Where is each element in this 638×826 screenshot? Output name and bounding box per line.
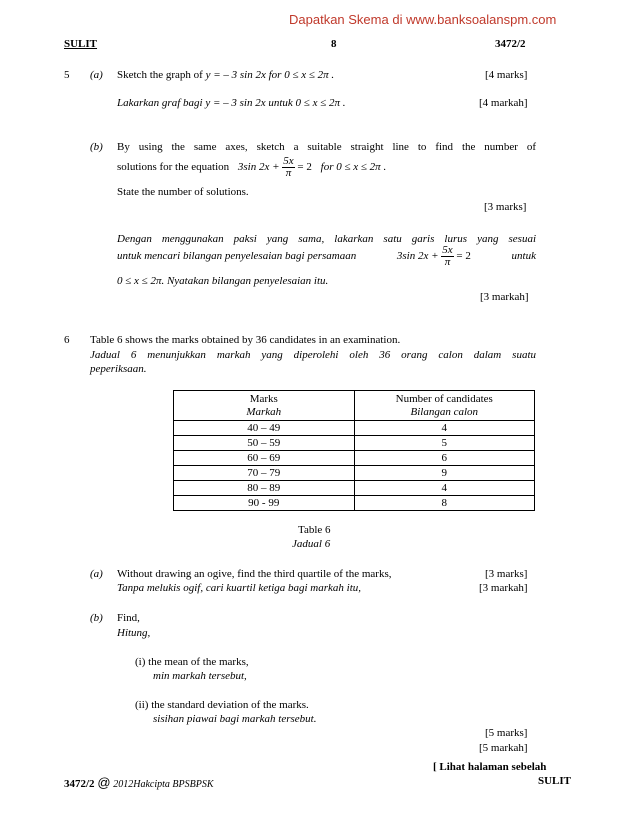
footer-code: 3472/2 — [64, 778, 95, 790]
q6b-ii-ms: sisihan piawai bagi markah tersebut. — [153, 713, 317, 725]
q5b-marks-ms: [3 markah] — [480, 291, 529, 303]
q5a-expression-ms: y = – 3 sin 2x untuk 0 ≤ x ≤ 2π . — [205, 97, 346, 109]
q5b-line2-prefix-ms: untuk mencari bilangan penyelesaian bagi persamaan — [117, 250, 357, 262]
q5a-prefix-ms: Lakarkan graf bagi — [117, 97, 203, 109]
q6a-marks-en: [3 marks] — [485, 568, 528, 580]
cell-marks: 40 – 49 — [174, 421, 355, 436]
cell-count: 9 — [354, 466, 535, 481]
q5b-eq-right: = 2 — [297, 161, 312, 174]
table-caption-ms: Jadual 6 — [292, 538, 331, 550]
footer-at: @ — [97, 775, 111, 790]
q6a-marks-ms: [3 markah] — [479, 582, 528, 594]
table-row — [174, 451, 535, 466]
q5b-line2-ms — [117, 245, 536, 268]
q5b-domain: for 0 ≤ x ≤ 2π . — [320, 161, 387, 174]
header-candidates-ms: Bilangan calon — [410, 405, 479, 418]
table-row — [174, 496, 535, 511]
table-row — [174, 436, 535, 451]
q5-number: 5 — [64, 69, 70, 81]
q6a-label: (a) — [90, 568, 103, 580]
table-caption-en: Table 6 — [298, 524, 331, 536]
q5b-line2-prefix: solutions for the equation — [117, 161, 230, 174]
q5b-eq-left: 3sin 2x + — [237, 161, 280, 174]
q6a-text-ms: Tanpa melukis ogif, cari kuartil ketiga bagi markah itu, — [117, 582, 362, 594]
footer-sulit: SULIT — [538, 775, 572, 787]
next-page-note: [ Lihat halaman sebelah — [433, 761, 547, 773]
q5b-frac-num: 5x — [283, 155, 294, 167]
q5a-text-ms — [117, 97, 346, 109]
q5b-fraction — [282, 156, 294, 179]
q5a-marks-en: [4 marks] — [485, 69, 528, 81]
q5b-ms-fraction — [441, 245, 453, 268]
header-marks-en: Marks — [249, 392, 278, 405]
q5b-line3-ms: 0 ≤ x ≤ 2π. Nyatakan bilangan penyelesaian itu. — [117, 275, 329, 287]
q6b-marks-en: [5 marks] — [485, 727, 528, 739]
q5a-text-en — [117, 69, 334, 81]
q6b-label: (b) — [90, 612, 103, 624]
cell-count: 8 — [354, 496, 535, 511]
cell-marks: 80 – 89 — [174, 481, 355, 496]
q6-intro-en: Table 6 shows the marks obtained by 36 candidates in an examination. — [90, 334, 401, 346]
table-header-marks — [174, 391, 355, 421]
q5b-ms-eq-left: 3sin 2x + — [396, 250, 439, 263]
table-header-row — [174, 391, 535, 421]
q6b-ii-en: (ii) the standard deviation of the marks. — [135, 699, 309, 711]
header-candidates-en: Number of candidates — [395, 392, 493, 405]
q6b-text-en: Find, — [117, 612, 140, 624]
q5a-expression: y = – 3 sin 2x for 0 ≤ x ≤ 2π . — [205, 69, 335, 81]
table-header-candidates — [354, 391, 535, 421]
q6b-marks-ms: [5 markah] — [479, 742, 528, 754]
q5b-ms-eq-right: = 2 — [456, 250, 471, 263]
cell-marks: 70 – 79 — [174, 466, 355, 481]
q5b-frac-den: π — [285, 167, 292, 179]
footer-left — [64, 775, 214, 790]
paper-code: 3472/2 — [495, 38, 526, 50]
q6-intro-ms-line2: peperiksaan. — [90, 363, 147, 375]
q5b-line2-en — [117, 156, 386, 179]
cell-count: 5 — [354, 436, 535, 451]
q6-intro-ms-line1: Jadual 6 menunjukkan markah yang diperolehi oleh 36 orang calon dalam suatu — [90, 349, 536, 361]
q5b-marks-en: [3 marks] — [484, 201, 527, 213]
header-sulit: SULIT — [64, 38, 98, 50]
q5b-equation-ms — [397, 245, 471, 268]
cell-marks: 50 – 59 — [174, 436, 355, 451]
cell-marks: 90 - 99 — [174, 496, 355, 511]
footer-copyright: 2012Hakcipta BPSBPSK — [113, 779, 214, 790]
source-banner: Dapatkan Skema di www.banksoalanspm.com — [289, 12, 557, 27]
q5b-line2-suffix-ms: untuk — [511, 250, 536, 262]
q5a-prefix-en: Sketch the graph of — [117, 69, 203, 81]
cell-count: 4 — [354, 481, 535, 496]
table-row — [174, 481, 535, 496]
q5b-ms-frac-den: π — [444, 256, 451, 268]
q6b-text-ms: Hitung, — [117, 627, 151, 639]
q5b-line1-ms: Dengan menggunakan paksi yang sama, lakarkan satu garis lurus yang sesuai — [117, 233, 536, 245]
q5a-marks-ms: [4 markah] — [479, 97, 528, 109]
q6b-i-ms: min markah tersebut, — [153, 670, 247, 682]
cell-marks: 60 – 69 — [174, 451, 355, 466]
page-number: 8 — [331, 38, 337, 50]
table-row — [174, 466, 535, 481]
q5b-label: (b) — [90, 141, 103, 153]
table-row — [174, 421, 535, 436]
header-marks-ms: Markah — [246, 405, 282, 418]
q5b-line1-en: By using the same axes, sketch a suitable straight line to find the number of — [117, 141, 536, 153]
q5a-label: (a) — [90, 69, 103, 81]
q6a-text-en: Without drawing an ogive, find the third quartile of the marks, — [117, 568, 392, 580]
cell-count: 6 — [354, 451, 535, 466]
q6-number: 6 — [64, 334, 70, 346]
q5b-line3-en: State the number of solutions. — [117, 186, 249, 198]
cell-count: 4 — [354, 421, 535, 436]
q6b-i-en: (i) the mean of the marks, — [135, 656, 249, 668]
q5b-ms-frac-num: 5x — [442, 244, 453, 256]
marks-table — [173, 390, 535, 511]
